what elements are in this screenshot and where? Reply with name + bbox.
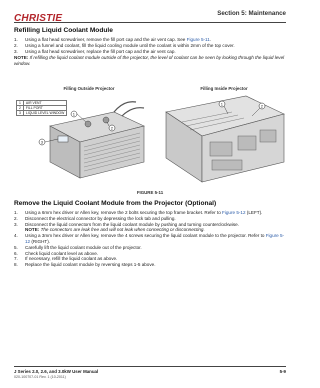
step-text: Using a flat head screwdriver, remove the fill port cap and the air vent cap. See <box>25 37 187 42</box>
step-item <box>14 262 286 268</box>
figure-link[interactable]: Figure 5-12 <box>25 233 285 244</box>
refill-note <box>14 55 286 67</box>
step-text: Replace the liquid coolant module by reversing steps 1-5 above. <box>25 262 156 268</box>
figure-right-title: Filling Inside Projector <box>200 86 248 91</box>
step-text: Disconnect the liquid connectors from the liquid coolant module by pushing and turning counterclockwise. <box>25 221 239 227</box>
step-number: 1. <box>14 210 18 215</box>
note-label: NOTE: <box>25 227 40 233</box>
step-text: Carefully lift the liquid coolant module out of the projector. <box>25 244 142 250</box>
step-number: 2. <box>14 215 18 221</box>
legend-number: 2 <box>17 106 24 111</box>
step-number: 2. <box>14 42 18 48</box>
refill-steps <box>14 37 286 54</box>
footer-manual-title: J Series 2.0, 2.6, and 3.0kW User Manual <box>14 369 99 374</box>
remove-steps <box>14 210 286 268</box>
step-text: Check liquid coolant level as above. <box>25 250 99 256</box>
figure-legend <box>16 100 67 116</box>
legend-number: 1 <box>17 101 24 106</box>
step-number: 3. <box>14 48 18 54</box>
note-text: The connectors are leak free and will not leak when connecting or disconnecting. <box>39 227 205 233</box>
legend-label: AIR VENT <box>23 101 67 106</box>
footer-divider <box>14 366 286 367</box>
svg-text:1: 1 <box>220 101 224 107</box>
step-text-tail: . <box>209 37 212 42</box>
note-label: NOTE: <box>14 55 29 61</box>
header-divider <box>14 22 286 23</box>
christie-logo <box>14 8 66 24</box>
section-title: Section 5: Maintenance <box>217 10 286 17</box>
step-text: Using a funnel and coolant, fill the liquid cooling module until the coolant is within 2mm of the top cover. <box>25 42 235 48</box>
step-item <box>14 49 286 55</box>
step-number: 4. <box>14 233 18 239</box>
logo-text: CHRISTIE <box>14 13 63 24</box>
figure-caption: FIGURE 5-11 <box>136 190 164 195</box>
step-number: 3. <box>14 221 18 227</box>
step-text: Disconnect the electrical connector by depressing the lock tab and pulling. <box>25 215 176 221</box>
step-number: 7. <box>14 256 18 262</box>
step-item <box>14 222 286 234</box>
svg-text:1: 1 <box>72 111 76 117</box>
figure-left-title: Filling Outside Projector <box>63 86 115 91</box>
figure-link[interactable]: Figure 5-12 <box>222 210 246 215</box>
remove-heading: Remove the Liquid Coolant Module from the Projector (Optional) <box>14 200 217 207</box>
legend-label: FILL PORT <box>23 106 67 111</box>
step-text: Using a 6mm hex driver or Allen key, remove the 2 bolts securing the top frame bracket. Refer to <box>25 210 223 215</box>
remove-section <box>14 200 286 268</box>
legend-label: LIQUID LEVEL WINDOW <box>23 111 67 116</box>
note-text: If refilling the liquid coolant module outside of the projector, the level of coolant can be seen by looking through the liquid level window. <box>14 55 285 67</box>
step-text-tail: (RIGHT). <box>30 238 51 244</box>
svg-text:2: 2 <box>260 103 264 109</box>
footer-part-number: 020-100707-01 Rev. 1 (10-2011) <box>14 375 66 379</box>
legend-row <box>17 111 67 116</box>
page-number: 5-9 <box>279 369 286 374</box>
svg-text:3: 3 <box>40 139 44 145</box>
step-number: 1. <box>14 37 18 42</box>
figure-link[interactable]: Figure 5-11 <box>186 37 210 42</box>
step-number: 6. <box>14 250 18 256</box>
projector-interior-drawing <box>162 92 286 184</box>
step-text: If necessary, refill the liquid coolant as above. <box>25 256 118 262</box>
figure-5-11 <box>14 86 286 186</box>
refill-heading: Refilling Liquid Coolant Module <box>14 27 113 34</box>
step-item <box>14 233 286 245</box>
svg-text:2: 2 <box>110 125 114 131</box>
step-text: Using a flat head screwdriver, replace the fill port cap and the air vent cap. <box>25 48 176 54</box>
refill-section <box>14 27 286 67</box>
legend-number: 3 <box>17 111 24 116</box>
figure-left-illustration <box>14 92 156 184</box>
step-number: 8. <box>14 262 18 268</box>
step-number: 5. <box>14 244 18 250</box>
figure-right-illustration <box>162 92 286 184</box>
step-text-tail: (LEFT). <box>245 210 263 215</box>
step-text: Using a 3mm hex driver or Allen key, remove the 4 screws securing the liquid coolant module to the projector. Refer to <box>25 233 266 239</box>
